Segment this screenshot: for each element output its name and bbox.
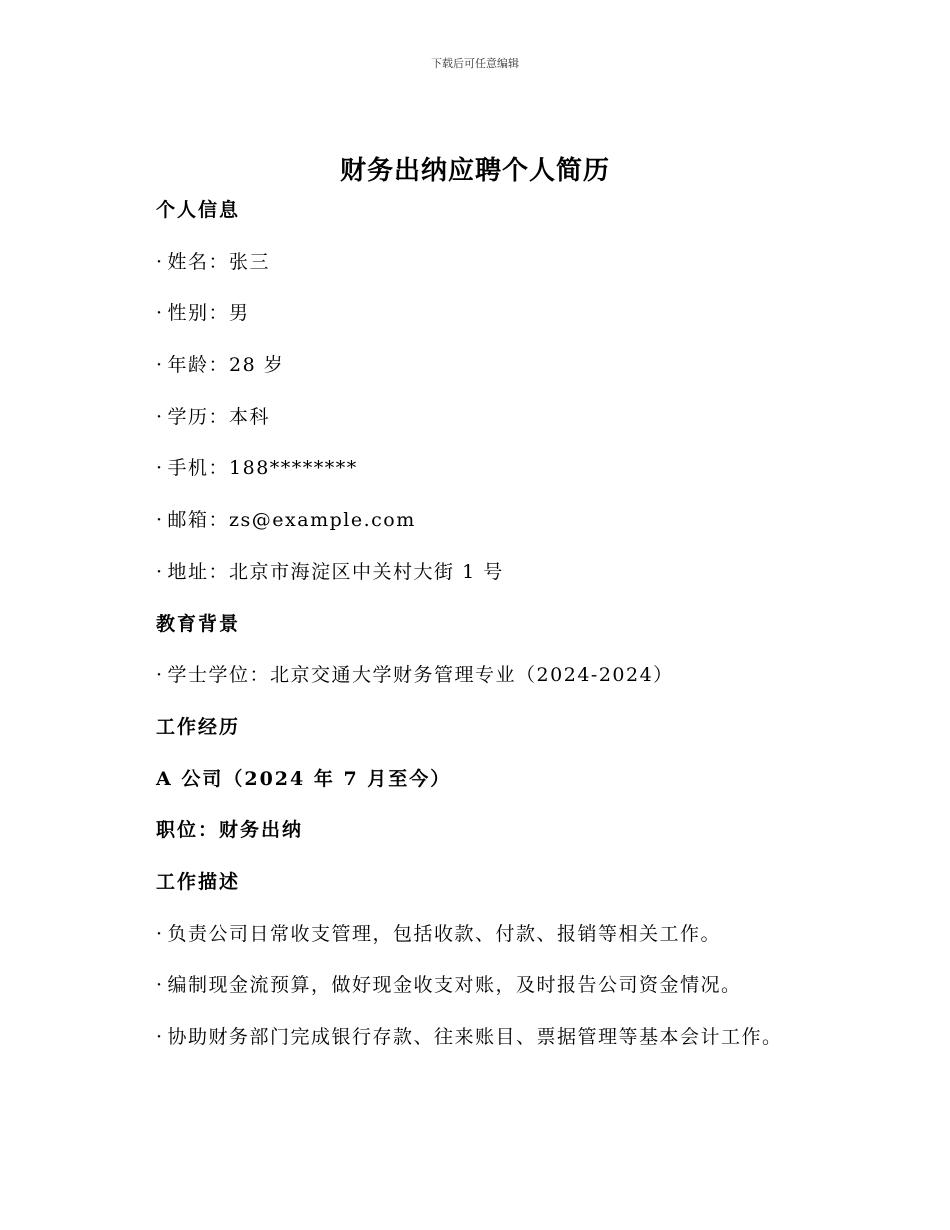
gender-text: 性别：男 (167, 302, 250, 325)
duty-text: 编制现金流预算，做好现金收支对账，及时报告公司资金情况。 (167, 974, 742, 997)
email-text: 邮箱：zs@example.com (167, 509, 416, 532)
name-text: 姓名：张三 (167, 250, 271, 273)
list-item-email (156, 505, 856, 557)
bullet-icon: · (156, 560, 164, 583)
bullet-icon: · (156, 250, 164, 273)
company-line: A 公司（2024 年 7 月至今） (156, 767, 452, 790)
bullet-icon: · (156, 974, 164, 997)
duty-text: 负责公司日常收支管理，包括收款、付款、报销等相关工作。 (167, 922, 722, 945)
bullet-icon: · (156, 509, 164, 532)
header-note: 下载后可任意编辑 (431, 57, 519, 70)
bullet-icon: · (156, 405, 164, 428)
list-item-duty-1 (156, 919, 856, 971)
education-level-text: 学历：本科 (167, 405, 271, 428)
bullet-icon: · (156, 1026, 164, 1048)
bullet-icon: · (156, 354, 164, 377)
list-item-duty-2 (156, 970, 856, 1022)
work-heading: 工作经历 (156, 715, 241, 738)
address-text: 地址：北京市海淀区中关村大街 1 号 (167, 560, 504, 583)
age-text: 年龄：28 岁 (167, 354, 285, 377)
resume-body (156, 195, 856, 1074)
list-item-degree (156, 660, 856, 712)
list-item-name (156, 247, 856, 299)
bullet-icon: · (156, 922, 164, 945)
phone-text: 手机：188******** (167, 457, 358, 480)
document-title: 财务出纳应聘个人简历 (339, 156, 610, 186)
bullet-icon: · (156, 457, 164, 480)
list-item-gender (156, 298, 856, 350)
personal-info-heading: 个人信息 (156, 199, 241, 221)
duty-text: 协助财务部门完成银行存款、往来账目、票据管理等基本会计工作。 (167, 1026, 783, 1048)
position-line: 职位：财务出纳 (156, 819, 304, 842)
bullet-icon: · (156, 302, 164, 325)
list-item-age (156, 350, 856, 402)
job-description-heading: 工作描述 (156, 870, 241, 893)
bullet-icon: · (156, 664, 164, 687)
list-item-education-level (156, 402, 856, 454)
list-item-address (156, 557, 856, 609)
degree-text: 学士学位：北京交通大学财务管理专业（2024-2024） (167, 664, 674, 687)
list-item-duty-3 (156, 1022, 856, 1074)
list-item-phone (156, 453, 856, 505)
education-heading: 教育背景 (156, 612, 241, 635)
